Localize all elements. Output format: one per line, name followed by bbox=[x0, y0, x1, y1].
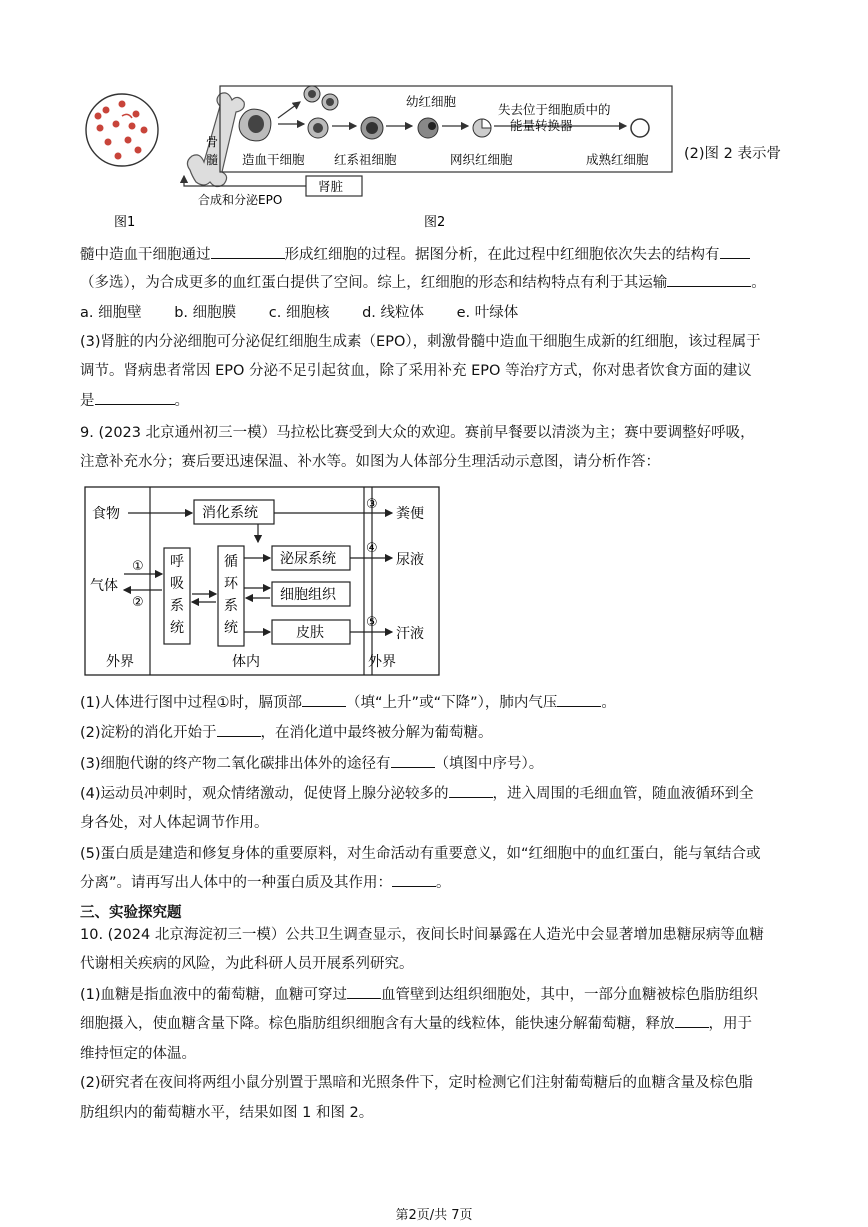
q10-part2-line2: 肪组织内的葡萄糖水平，结果如图 1 和图 2。 bbox=[80, 1105, 374, 1121]
svg-text:气体: 气体 bbox=[90, 578, 118, 594]
q10-part1-line1: (1)血糖是指血液中的葡萄糖，血糖可穿过 血管壁到达组织细胞处，其中，一部分血糖被棕色脂肪组织 bbox=[80, 984, 792, 1006]
q8-part2-lead: (2)图 2 表示骨 bbox=[684, 146, 781, 162]
svg-text:①: ① bbox=[132, 559, 144, 574]
answer-blank bbox=[391, 753, 435, 768]
svg-text:失去位于细胞质中的: 失去位于细胞质中的 bbox=[498, 102, 611, 117]
svg-text:粪便: 粪便 bbox=[396, 506, 424, 522]
q10-stem-line2: 代谢相关疾病的风险，为此科研人员开展系列研究。 bbox=[80, 956, 414, 972]
answer-blank bbox=[211, 244, 285, 259]
answer-blank bbox=[720, 244, 750, 259]
answer-blank bbox=[217, 722, 261, 737]
mature-erythrocyte-icon bbox=[631, 119, 649, 137]
q10-part2-line1: (2)研究者在夜间将两组小鼠分别置于黑暗和光照条件下，定时检测它们注射葡萄糖后的血糖含量及棕色脂 bbox=[80, 1075, 754, 1091]
q8-options: a. 细胞壁 b. 细胞膜 c. 细胞核 d. 线粒体 e. 叶绿体 bbox=[80, 305, 519, 321]
reticulocyte-cell-icon bbox=[473, 119, 491, 137]
answer-blank bbox=[667, 272, 751, 287]
answer-blank bbox=[557, 692, 601, 707]
q8-part3-line3: 是 。 bbox=[80, 390, 792, 412]
svg-text:系: 系 bbox=[170, 598, 184, 614]
svg-text:③: ③ bbox=[366, 497, 378, 512]
q9-physiology-diagram bbox=[84, 486, 440, 676]
answer-blank bbox=[675, 1013, 709, 1028]
svg-text:外界: 外界 bbox=[106, 654, 134, 670]
fig2-note: 幼红细胞 bbox=[406, 94, 457, 109]
bone-label-2: 髓 bbox=[206, 153, 219, 167]
bone-label-1: 骨 bbox=[206, 135, 219, 149]
page-footer: 第2页/共 7页 bbox=[395, 1208, 473, 1223]
young-erythrocyte-icon bbox=[418, 118, 438, 138]
answer-blank bbox=[392, 872, 436, 887]
svg-text:细胞组织: 细胞组织 bbox=[280, 587, 336, 603]
svg-text:外界: 外界 bbox=[368, 654, 396, 670]
svg-text:造血干细胞: 造血干细胞 bbox=[242, 152, 305, 167]
svg-text:合成和分泌EPO: 合成和分泌EPO bbox=[198, 193, 283, 207]
branch-cell-icons bbox=[304, 86, 338, 110]
q9-sub2: (2)淀粉的消化开始于 ，在消化道中最终被分解为葡萄糖。 bbox=[80, 722, 792, 744]
q9-stem-line1: 9. (2023 北京通州初三一模）马拉松比赛受到大众的欢迎。赛前早餐要以清淡为主；赛中要调整好呼吸， bbox=[80, 425, 755, 441]
svg-text:环: 环 bbox=[224, 576, 238, 592]
svg-text:呼: 呼 bbox=[170, 554, 184, 570]
svg-text:成熟红细胞: 成熟红细胞 bbox=[586, 152, 649, 167]
svg-text:系: 系 bbox=[224, 598, 238, 614]
q8-part3-line2: 调节。肾病患者常因 EPO 分泌不足引起贫血，除了采用补充 EPO 等治疗方式，你对患者饮食方面的建议 bbox=[80, 363, 752, 379]
svg-text:循: 循 bbox=[224, 554, 238, 570]
svg-text:消化系统: 消化系统 bbox=[202, 505, 258, 521]
erythroblast-cell-icon bbox=[361, 117, 383, 139]
svg-text:食物: 食物 bbox=[92, 506, 120, 522]
answer-blank bbox=[449, 783, 493, 798]
svg-text:汗液: 汗液 bbox=[396, 626, 424, 642]
svg-text:尿液: 尿液 bbox=[396, 552, 424, 568]
progenitor-cell-icon bbox=[308, 118, 328, 138]
stem-cell-icon bbox=[239, 109, 271, 141]
answer-blank bbox=[95, 390, 175, 405]
q10-part1-line3: 维持恒定的体温。 bbox=[80, 1046, 196, 1062]
q9-sub4-line2: 身各处，对人体起调节作用。 bbox=[80, 815, 269, 831]
q10-part1-line2: 细胞摄入，使血糖含量下降。棕色脂肪组织细胞含有大量的线粒体，能快速分解葡萄糖，释放 ，用于 bbox=[80, 1013, 792, 1035]
svg-text:网织红细胞: 网织红细胞 bbox=[450, 152, 513, 167]
svg-text:能量转换器: 能量转换器 bbox=[510, 118, 573, 133]
q9-sub5-line2: 分离”。请再写出人体中的一种蛋白质及其作用： 。 bbox=[80, 872, 792, 894]
q8-part2-line1: 髓中造血干细胞通过 形成红细胞的过程。据图分析，在此过程中红细胞依次失去的结构有 bbox=[80, 244, 792, 266]
q9-sub1: (1)人体进行图中过程①时，膈顶部 （填“上升”或“下降”），肺内气压 。 bbox=[80, 692, 792, 714]
svg-text:体内: 体内 bbox=[232, 654, 260, 670]
blood-smear-image bbox=[86, 94, 158, 166]
svg-text:红系祖细胞: 红系祖细胞 bbox=[334, 152, 397, 167]
section-heading: 三、实验探究题 bbox=[80, 905, 182, 921]
svg-text:⑤: ⑤ bbox=[366, 615, 378, 630]
q10-stem-line1: 10. (2024 北京海淀初三一模）公共卫生调查显示，夜间长时间暴露在人造光中会显著增加患糖尿病等血糖 bbox=[80, 927, 764, 943]
q8-part3-line1: (3)肾脏的内分泌细胞可分泌促红细胞生成素（EPO），刺激骨髓中造血干细胞生成新的红细胞，该过程属于 bbox=[80, 334, 761, 350]
q9-stem-line2: 注意补充水分；赛后要迅速保温、补水等。如图为人体部分生理活动示意图，请分析作答： bbox=[80, 454, 660, 470]
q9-sub3: (3)细胞代谢的终产物二氧化碳排出体外的途径有 （填图中序号）。 bbox=[80, 753, 792, 775]
svg-text:图1: 图1 bbox=[114, 215, 136, 230]
svg-text:皮肤: 皮肤 bbox=[296, 625, 324, 641]
answer-blank bbox=[302, 692, 346, 707]
svg-text:统: 统 bbox=[224, 620, 238, 636]
q9-sub4-line1: (4)运动员冲刺时，观众情绪激动，促使肾上腺分泌较多的 ，进入周围的毛细血管，随血液循环到全 bbox=[80, 783, 792, 805]
svg-text:②: ② bbox=[132, 595, 144, 610]
figure-bone-marrow-erythropoiesis bbox=[78, 80, 678, 230]
svg-text:泌尿系统: 泌尿系统 bbox=[280, 551, 336, 567]
svg-text:④: ④ bbox=[366, 541, 378, 556]
q8-part2-line2: （多选），为合成更多的血红蛋白提供了空间。综上，红细胞的形态和结构特点有利于其运输 。 bbox=[80, 272, 792, 294]
svg-text:肾脏: 肾脏 bbox=[318, 179, 344, 194]
svg-text:图2: 图2 bbox=[424, 215, 446, 230]
svg-text:吸: 吸 bbox=[170, 576, 184, 592]
answer-blank bbox=[347, 984, 381, 999]
svg-text:统: 统 bbox=[170, 620, 184, 636]
q9-sub5-line1: (5)蛋白质是建造和修复身体的重要原料，对生命活动有重要意义，如“红细胞中的血红蛋白，能与氧结合或 bbox=[80, 846, 761, 862]
